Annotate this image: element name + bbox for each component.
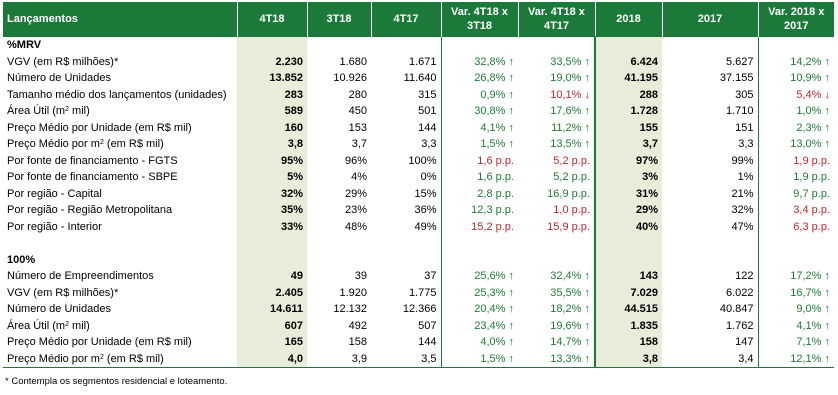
table-cell: 3,4: [662, 351, 758, 368]
table-cell: 10,1% ↓: [550, 88, 590, 101]
header-cell: 2018: [595, 2, 662, 37]
table-cell: 1,9 p.p.: [758, 153, 834, 170]
table-cell: 15,9 p.p.: [547, 220, 590, 233]
table-cell: [237, 37, 307, 54]
table-cell: 31%: [595, 186, 662, 203]
header-cell: 4T17: [371, 2, 441, 37]
table-cell: [3, 235, 237, 252]
table-row: [3, 153, 834, 170]
row-label: Preço Médio por Unidade (em R$ mil): [7, 121, 192, 134]
table-cell: 4,0: [237, 351, 307, 368]
table-cell: 1.835: [595, 318, 662, 335]
row-label: Preço Médio por $m^2$ (em R$ mil): [3, 351, 237, 368]
section-title-row: [3, 252, 834, 269]
table-cell: 17,6% ↑: [550, 105, 590, 118]
header-cell: 3T18: [307, 2, 371, 37]
table-cell: 40.847: [719, 303, 754, 316]
table-cell: 3,3: [738, 138, 754, 151]
table-cell: 507: [418, 319, 437, 332]
table-cell: 280: [348, 88, 367, 101]
table-cell: 1,0 p.p.: [553, 204, 590, 217]
table-cell: 32%: [237, 186, 307, 203]
table-cell: 25,3% ↑: [441, 285, 518, 302]
table-cell: 0%: [420, 171, 437, 184]
table-cell: 0,9% ↑: [441, 87, 518, 104]
table-cell: 35%: [237, 202, 307, 219]
row-label: Número de Unidades: [7, 72, 111, 85]
header-cell: Lançamentos: [3, 2, 237, 37]
table-row: [3, 301, 834, 318]
table-cell: [662, 37, 758, 54]
table-cell: 5.627: [725, 55, 754, 68]
section-title: 100%: [7, 253, 36, 266]
row-label: Número de Empreendimentos: [7, 270, 154, 283]
table-row: [3, 136, 834, 153]
table-cell: 36%: [414, 204, 437, 217]
table-cell: [595, 37, 662, 54]
table-cell: 1%: [737, 171, 754, 184]
table-cell: 607: [237, 318, 307, 335]
table-cell: [441, 37, 518, 54]
table-cell: 12.132: [333, 303, 367, 316]
table-cell: 3,7: [595, 136, 662, 153]
table-cell: 3,4 p.p.: [758, 202, 834, 219]
row-label: Por região - Capital: [7, 187, 102, 200]
table-cell: 1,5% ↑: [441, 351, 518, 368]
table-cell: 5,4% ↓: [758, 87, 834, 104]
section-title-row: [3, 37, 834, 54]
table-cell: 29%: [344, 187, 367, 200]
table-cell: 2.230: [237, 54, 307, 71]
table-cell: 96%: [344, 154, 367, 167]
table-cell: [371, 252, 441, 269]
table-cell: [595, 235, 662, 252]
table-cell: [518, 235, 595, 252]
row-label: Tamanho médio dos lançamentos (unidades): [7, 88, 227, 101]
table-cell: 44.515: [595, 301, 662, 318]
table-cell: 1.920: [339, 286, 367, 299]
table-cell: 283: [237, 87, 307, 104]
table-cell: 19,0% ↑: [550, 72, 590, 85]
table-cell: 3,5: [371, 351, 441, 368]
table-cell: 158: [595, 334, 662, 351]
table-cell: 41.195: [595, 70, 662, 87]
table-cell: 32,8% ↑: [441, 54, 518, 71]
table-cell: 147: [735, 336, 754, 349]
table-cell: 10,9% ↑: [758, 70, 834, 87]
table-cell: 1.728: [595, 103, 662, 120]
table-cell: 6.424: [595, 54, 662, 71]
table-cell: 26,8% ↑: [441, 70, 518, 87]
table-cell: 14,7% ↑: [550, 336, 590, 349]
table-cell: 160: [237, 120, 307, 137]
table-cell: 3%: [595, 169, 662, 186]
table-row: [3, 54, 834, 71]
table-cell: 13,3% ↑: [518, 351, 595, 368]
table-cell: 4,1% ↑: [758, 318, 834, 335]
table-cell: 23,4% ↑: [441, 318, 518, 335]
table-cell: [662, 252, 758, 269]
row-label: Por região - Região Metropolitana: [7, 204, 173, 217]
table-cell: 16,9 p.p.: [547, 187, 590, 200]
table-cell: 2.405: [237, 285, 307, 302]
table-cell: 2,8 p.p.: [441, 186, 518, 203]
table-cell: 158: [348, 336, 367, 349]
table-cell: 32,4% ↑: [550, 270, 590, 283]
table-cell: 3,3: [421, 138, 437, 151]
table-cell: 20,4% ↑: [441, 301, 518, 318]
table-cell: [371, 235, 441, 252]
table-cell: [662, 235, 758, 252]
section-title: %MRV: [3, 37, 237, 54]
table-cell: 450: [348, 105, 367, 118]
table-cell: 29%: [595, 202, 662, 219]
row-label: Número de Unidades: [7, 303, 111, 316]
table-row: [3, 169, 834, 186]
table-row: [3, 87, 834, 104]
header-cell: 2017: [662, 2, 758, 37]
table-cell: 1,6 p.p.: [441, 153, 518, 170]
table-cell: 492: [348, 319, 367, 332]
table-row: [3, 268, 834, 285]
table-cell: 13,5% ↑: [550, 138, 590, 151]
table-cell: 32%: [731, 204, 754, 217]
table-row: [3, 70, 834, 87]
table-cell: 49: [237, 268, 307, 285]
table-cell: [441, 235, 518, 252]
table-row: [3, 120, 834, 137]
table-cell: 1.710: [725, 105, 754, 118]
row-label: Preço Médio por $m^2$ (em R$ mil): [7, 138, 164, 151]
table-cell: 33%: [237, 219, 307, 236]
table-cell: 165: [237, 334, 307, 351]
table-cell: [237, 235, 307, 252]
table-cell: 3,7: [351, 138, 367, 151]
table-body: [3, 37, 834, 368]
launches-table: [3, 2, 834, 368]
table-cell: 99%: [731, 154, 754, 167]
row-label: VGV (em R$ milhões)*: [7, 55, 119, 68]
table-cell: 305: [735, 88, 754, 101]
table-row: [3, 351, 834, 368]
table-cell: 21%: [731, 187, 754, 200]
table-cell: 33,5% ↑: [550, 55, 590, 68]
table-cell: 4%: [351, 171, 367, 184]
row-label: Preço Médio por Unidade (em R$ mil): [7, 336, 192, 349]
table-cell: 2,3% ↑: [758, 120, 834, 137]
table-cell: 3,9: [307, 351, 371, 368]
table-cell: 144: [418, 121, 437, 134]
table-cell: [758, 37, 834, 54]
table-cell: 5,2 p.p.: [553, 154, 590, 167]
table-cell: 6,3 p.p.: [758, 219, 834, 236]
table-cell: 6.022: [725, 286, 754, 299]
table-cell: 1.671: [408, 55, 437, 68]
table-cell: 3,8: [237, 136, 307, 153]
table-cell: [441, 252, 518, 269]
table-header-row: [3, 2, 834, 37]
table-cell: 9,7 p.p.: [758, 186, 834, 203]
table-cell: 39: [354, 270, 367, 283]
table-cell: 49%: [414, 220, 437, 233]
table-cell: [307, 252, 371, 269]
row-label: Por fonte de financiamento - SBPE: [7, 171, 178, 184]
table-cell: 14.611: [237, 301, 307, 318]
table-cell: 151: [735, 121, 754, 134]
table-cell: 1,0% ↑: [758, 103, 834, 120]
table-cell: [307, 235, 371, 252]
table-cell: 16,7% ↑: [758, 285, 834, 302]
table-cell: 100%: [408, 154, 437, 167]
table-cell: 15%: [414, 187, 437, 200]
table-row: [3, 219, 834, 236]
footnote: * Contempla os segmentos residencial e loteamento.: [5, 376, 228, 387]
header-cell: Var. 4T18 x 4T17: [518, 2, 595, 37]
table-cell: 15,2 p.p.: [441, 219, 518, 236]
table-cell: 7,1% ↑: [758, 334, 834, 351]
table-cell: 153: [348, 121, 367, 134]
table-cell: 12,1% ↑: [758, 351, 834, 368]
table-cell: 1.680: [339, 55, 367, 68]
row-label: Por fonte de financiamento - FGTS: [7, 154, 178, 167]
table-row: [3, 285, 834, 302]
table-cell: 37: [424, 270, 437, 283]
table-cell: 122: [735, 270, 754, 283]
table-cell: [595, 252, 662, 269]
table-cell: 10.926: [333, 72, 367, 85]
table-cell: 35,5% ↑: [550, 286, 590, 299]
header-cell: Var. 4T18 x 3T18: [441, 2, 518, 37]
table-cell: 48%: [344, 220, 367, 233]
table-cell: 5%: [237, 169, 307, 186]
table-cell: 288: [595, 87, 662, 104]
table-cell: 30,8% ↑: [441, 103, 518, 120]
table-cell: [307, 37, 371, 54]
table-cell: 13.852: [237, 70, 307, 87]
table-cell: 143: [595, 268, 662, 285]
table-cell: 3,8: [595, 351, 662, 368]
table-cell: 18,2% ↑: [550, 303, 590, 316]
table-row: [3, 202, 834, 219]
table-cell: 1,6 p.p.: [441, 169, 518, 186]
table-cell: 97%: [595, 153, 662, 170]
table-cell: 12.366: [402, 303, 437, 316]
table-cell: 14,2% ↑: [758, 54, 834, 71]
table-cell: 25,6% ↑: [441, 268, 518, 285]
header-cell: Var. 2018 x 2017: [758, 2, 834, 37]
table-cell: 155: [595, 120, 662, 137]
table-cell: 315: [418, 88, 437, 101]
table-cell: 12,3 p.p.: [441, 202, 518, 219]
table-cell: 11.640: [403, 72, 437, 85]
row-label: Área Útil ($m^2$ mil): [7, 105, 90, 118]
table-cell: 37.155: [719, 72, 754, 85]
table-cell: [518, 252, 595, 269]
table-cell: 7.029: [595, 285, 662, 302]
table-cell: [518, 37, 595, 54]
table-cell: 40%: [595, 219, 662, 236]
spacer-row: [3, 235, 834, 252]
table-row: [3, 318, 834, 335]
row-label: Por região - Interior: [7, 220, 102, 233]
table-cell: 13,0% ↑: [758, 136, 834, 153]
table-cell: [371, 37, 441, 54]
table-cell: 23%: [344, 204, 367, 217]
table-row: [3, 334, 834, 351]
table-cell: 144: [418, 336, 437, 349]
table-cell: 11,2% ↑: [551, 121, 590, 134]
row-label: Área Útil ($m^2$ mil): [7, 319, 90, 332]
table-cell: 19,6% ↑: [550, 319, 590, 332]
table-cell: 95%: [237, 153, 307, 170]
table-cell: [758, 235, 834, 252]
table-cell: 589: [237, 103, 307, 120]
table-cell: 9,0% ↑: [758, 301, 834, 318]
table-cell: [758, 252, 834, 269]
table-row: [3, 103, 834, 120]
header-cell: 4T18: [237, 2, 307, 37]
table-cell: 17,2% ↑: [758, 268, 834, 285]
table-cell: 5,2 p.p.: [553, 171, 590, 184]
table-cell: 501: [418, 105, 437, 118]
table-cell: 1,5% ↑: [441, 136, 518, 153]
table-cell: 1.762: [725, 319, 754, 332]
table-cell: 47%: [731, 220, 754, 233]
table-cell: 1.775: [408, 286, 437, 299]
table-cell: 4,0% ↑: [441, 334, 518, 351]
table-row: [3, 186, 834, 203]
table-cell: 1,9 p.p.: [758, 169, 834, 186]
table-cell: 4,1% ↑: [441, 120, 518, 137]
table-cell: [237, 252, 307, 269]
row-label: VGV (em R$ milhões)*: [7, 286, 119, 299]
